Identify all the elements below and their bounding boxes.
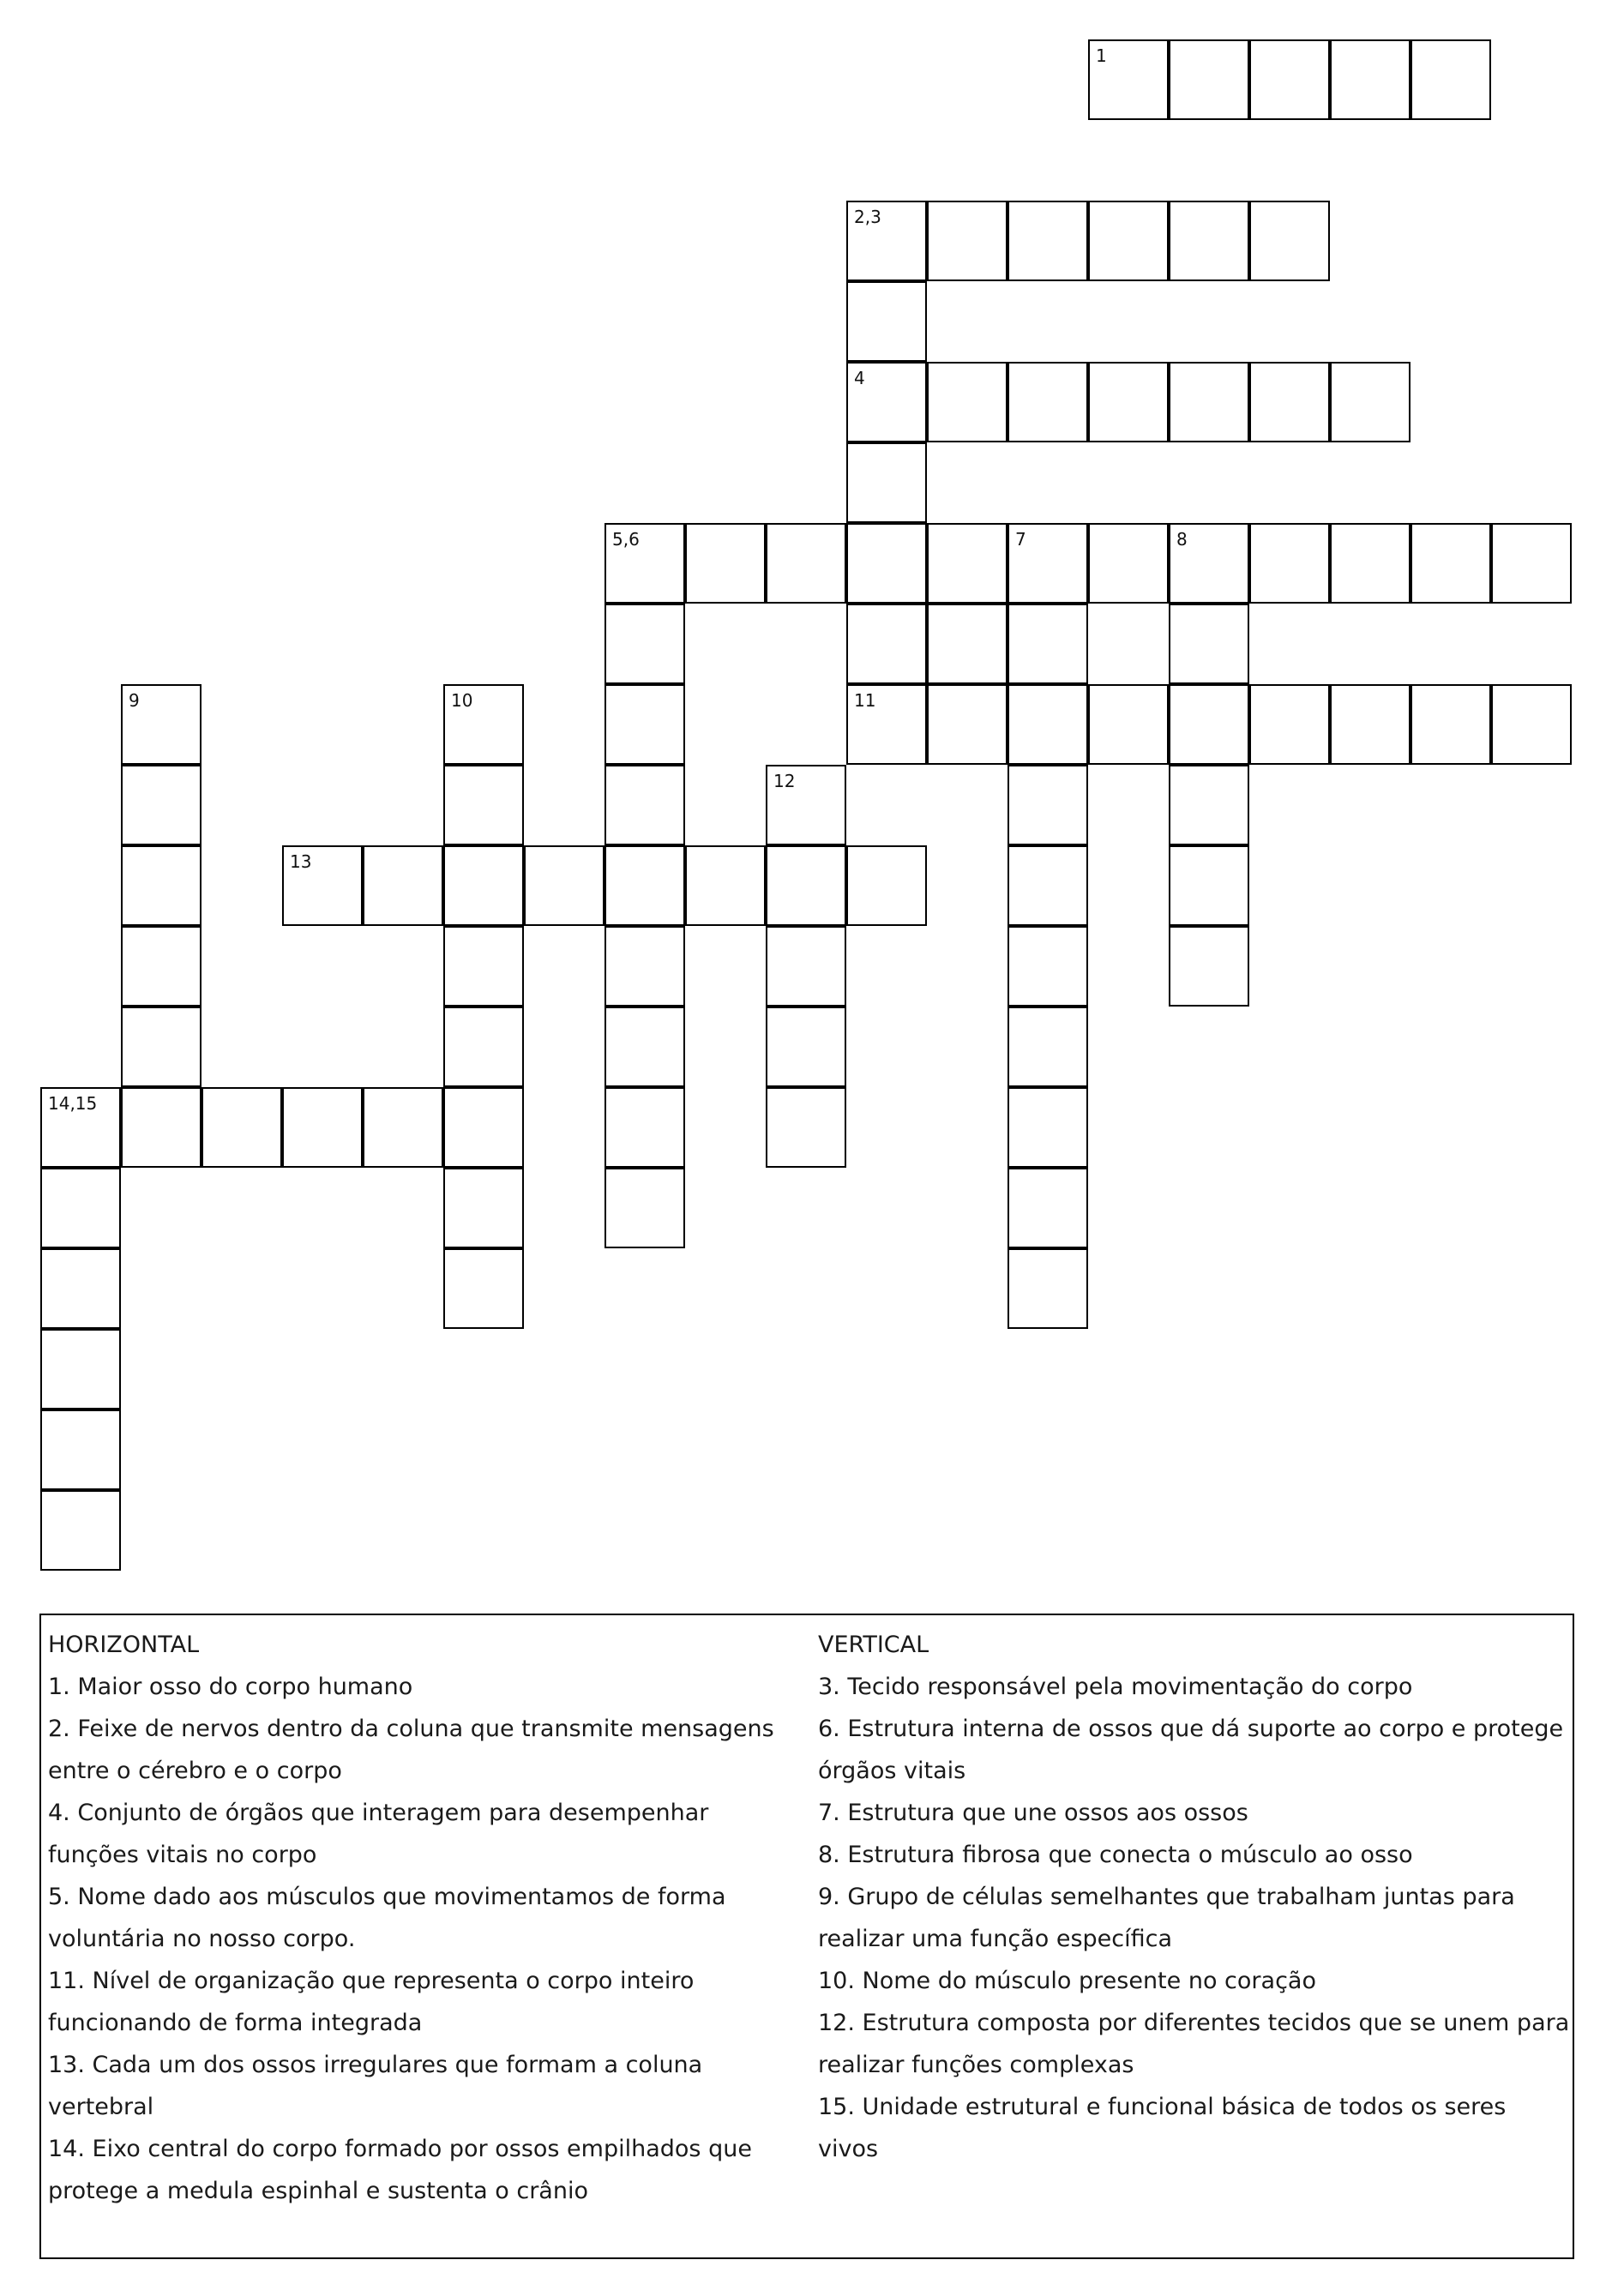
crossword-cell[interactable] <box>1008 765 1088 845</box>
vertical-clues <box>818 1624 1573 2170</box>
clue-h-1: 1. Maior osso do corpo humano <box>48 1674 413 1700</box>
crossword-cell[interactable] <box>1169 39 1249 120</box>
clue-number: 5,6 <box>612 529 640 550</box>
crossword-cell[interactable] <box>766 1087 846 1168</box>
crossword-cell[interactable] <box>1088 201 1169 281</box>
crossword-cell[interactable] <box>846 845 927 926</box>
crossword-cell[interactable] <box>1008 1007 1088 1087</box>
crossword-cell[interactable] <box>1169 926 1249 1007</box>
crossword-cell[interactable] <box>1330 684 1410 765</box>
crossword-cell[interactable] <box>927 201 1008 281</box>
crossword-cell[interactable] <box>846 442 927 523</box>
crossword-cell[interactable] <box>121 926 202 1007</box>
crossword-cell[interactable] <box>766 926 846 1007</box>
clue-number: 12 <box>773 771 796 791</box>
crossword-cell[interactable] <box>1249 39 1330 120</box>
clue-v-12: 12. Estrutura composta por diferentes tecidos que se unem para realizar funções complexas <box>818 2010 1570 2078</box>
crossword-cell[interactable] <box>202 1087 282 1168</box>
clue-number: 11 <box>854 690 876 711</box>
crossword-cell[interactable] <box>1330 39 1410 120</box>
crossword-cell[interactable] <box>927 684 1008 765</box>
horizontal-clues <box>48 1624 803 2212</box>
clue-v-10: 10. Nome do músculo presente no coração <box>818 1968 1316 1994</box>
crossword-cell[interactable] <box>40 1409 121 1490</box>
crossword-cell[interactable] <box>1088 523 1169 604</box>
crossword-cell[interactable] <box>1088 684 1169 765</box>
crossword-cell[interactable] <box>1169 765 1249 845</box>
clue-number: 9 <box>129 690 140 711</box>
clue-number: 2,3 <box>854 207 881 227</box>
crossword-cell[interactable] <box>1088 39 1169 120</box>
crossword-cell[interactable] <box>1249 523 1330 604</box>
crossword-cell[interactable] <box>40 1087 121 1168</box>
clue-number: 8 <box>1176 529 1188 550</box>
clue-v-6: 6. Estrutura interna de ossos que dá suporte ao corpo e protege órgãos vitais <box>818 1716 1564 1784</box>
horizontal-heading: HORIZONTAL <box>48 1632 200 1658</box>
crossword-cell[interactable] <box>1491 684 1572 765</box>
crossword-cell[interactable] <box>927 523 1008 604</box>
crossword-cell[interactable] <box>846 604 927 684</box>
crossword-cell[interactable] <box>1008 604 1088 684</box>
crossword-cell[interactable] <box>604 926 685 1007</box>
clue-number: 7 <box>1015 529 1026 550</box>
crossword-cell[interactable] <box>766 1007 846 1087</box>
crossword-cell[interactable] <box>1169 201 1249 281</box>
crossword-cell[interactable] <box>1008 1087 1088 1168</box>
crossword-cell[interactable] <box>443 845 524 926</box>
crossword-cell[interactable] <box>604 845 685 926</box>
crossword-cell[interactable] <box>766 845 846 926</box>
crossword-cell[interactable] <box>363 845 443 926</box>
clue-number: 10 <box>451 690 473 711</box>
crossword-cell[interactable] <box>927 362 1008 442</box>
crossword-cell[interactable] <box>604 1007 685 1087</box>
crossword-cell[interactable] <box>40 1168 121 1248</box>
clue-v-8: 8. Estrutura fibrosa que conecta o músculo ao osso <box>818 1842 1413 1868</box>
crossword-cell[interactable] <box>443 1248 524 1329</box>
crossword-cell[interactable] <box>1491 523 1572 604</box>
crossword-cell[interactable] <box>524 845 604 926</box>
crossword-cell[interactable] <box>443 926 524 1007</box>
crossword-cell[interactable] <box>40 1329 121 1409</box>
crossword-cell[interactable] <box>1008 201 1088 281</box>
crossword-cell[interactable] <box>282 845 363 926</box>
crossword-cell[interactable] <box>443 684 524 765</box>
crossword-cell[interactable] <box>927 604 1008 684</box>
clue-h-13: 13. Cada um dos ossos irregulares que formam a coluna vertebral <box>48 2052 703 2120</box>
crossword-cell[interactable] <box>1088 362 1169 442</box>
crossword-cell[interactable] <box>766 765 846 845</box>
crossword-cell[interactable] <box>846 201 927 281</box>
clue-v-9: 9. Grupo de células semelhantes que trabalham juntas para realizar uma função específica <box>818 1884 1515 1952</box>
crossword-cell[interactable] <box>604 523 685 604</box>
crossword-cell[interactable] <box>1008 1248 1088 1329</box>
crossword-cell[interactable] <box>121 684 202 765</box>
crossword-cell[interactable] <box>1249 684 1330 765</box>
crossword-cell[interactable] <box>121 1087 202 1168</box>
crossword-cell[interactable] <box>604 684 685 765</box>
crossword-cell[interactable] <box>1008 1168 1088 1248</box>
crossword-cell[interactable] <box>1008 684 1088 765</box>
crossword-cell[interactable] <box>1330 523 1410 604</box>
crossword-cell[interactable] <box>1169 845 1249 926</box>
clue-h-5: 5. Nome dado aos músculos que movimentamos de forma voluntária no nosso corpo. <box>48 1884 726 1952</box>
crossword-cell[interactable] <box>1169 604 1249 684</box>
crossword-cell[interactable] <box>121 765 202 845</box>
crossword-cell[interactable] <box>604 765 685 845</box>
crossword-cell[interactable] <box>121 1007 202 1087</box>
crossword-cell[interactable] <box>1008 523 1088 604</box>
clue-h-2: 2. Feixe de nervos dentro da coluna que transmite mensagens entre o cérebro e o corpo <box>48 1716 774 1784</box>
crossword-cell[interactable] <box>1169 684 1249 765</box>
vertical-heading: VERTICAL <box>818 1632 929 1658</box>
crossword-cell[interactable] <box>604 1087 685 1168</box>
crossword-cell[interactable] <box>604 1168 685 1248</box>
crossword-cell[interactable] <box>1249 201 1330 281</box>
clue-number: 14,15 <box>48 1093 98 1114</box>
crossword-cell[interactable] <box>282 1087 363 1168</box>
clue-h-4: 4. Conjunto de órgãos que interagem para desempenhar funções vitais no corpo <box>48 1800 709 1868</box>
crossword-cell[interactable] <box>1008 845 1088 926</box>
crossword-cell[interactable] <box>443 1087 524 1168</box>
crossword-cell[interactable] <box>1330 362 1410 442</box>
clue-number: 4 <box>854 368 865 388</box>
clue-h-11: 11. Nível de organização que representa o corpo inteiro funcionando de forma integrada <box>48 1968 695 2036</box>
crossword-cell[interactable] <box>443 1007 524 1087</box>
clue-h-14: 14. Eixo central do corpo formado por ossos empilhados que protege a medula espinhal e sustenta o crânio <box>48 2136 752 2204</box>
clues-box <box>39 1614 1574 2259</box>
crossword-cell[interactable] <box>443 765 524 845</box>
crossword-cell[interactable] <box>685 845 766 926</box>
crossword-cell[interactable] <box>1410 684 1491 765</box>
crossword-cell[interactable] <box>1008 926 1088 1007</box>
clue-v-7: 7. Estrutura que une ossos aos ossos <box>818 1800 1248 1826</box>
crossword-cell[interactable] <box>363 1087 443 1168</box>
crossword-cell[interactable] <box>40 1248 121 1329</box>
crossword-cell[interactable] <box>121 845 202 926</box>
crossword-cell[interactable] <box>685 523 766 604</box>
crossword-cell[interactable] <box>1169 523 1249 604</box>
crossword-cell[interactable] <box>40 1490 121 1571</box>
crossword-cell[interactable] <box>443 1168 524 1248</box>
crossword-cell[interactable] <box>1008 362 1088 442</box>
crossword-cell[interactable] <box>766 523 846 604</box>
crossword-cell[interactable] <box>1410 523 1491 604</box>
crossword-cell[interactable] <box>846 523 927 604</box>
crossword-cell[interactable] <box>1249 362 1330 442</box>
crossword-cell[interactable] <box>604 604 685 684</box>
crossword-cell[interactable] <box>1410 39 1491 120</box>
clue-v-3: 3. Tecido responsável pela movimentação do corpo <box>818 1674 1413 1700</box>
crossword-cell[interactable] <box>1169 362 1249 442</box>
crossword-cell[interactable] <box>846 684 927 765</box>
crossword-cell[interactable] <box>846 362 927 442</box>
clue-v-15: 15. Unidade estrutural e funcional básica de todos os seres vivos <box>818 2094 1507 2162</box>
clue-number: 13 <box>290 851 312 872</box>
clue-number: 1 <box>1096 45 1107 66</box>
crossword-cell[interactable] <box>846 281 927 362</box>
